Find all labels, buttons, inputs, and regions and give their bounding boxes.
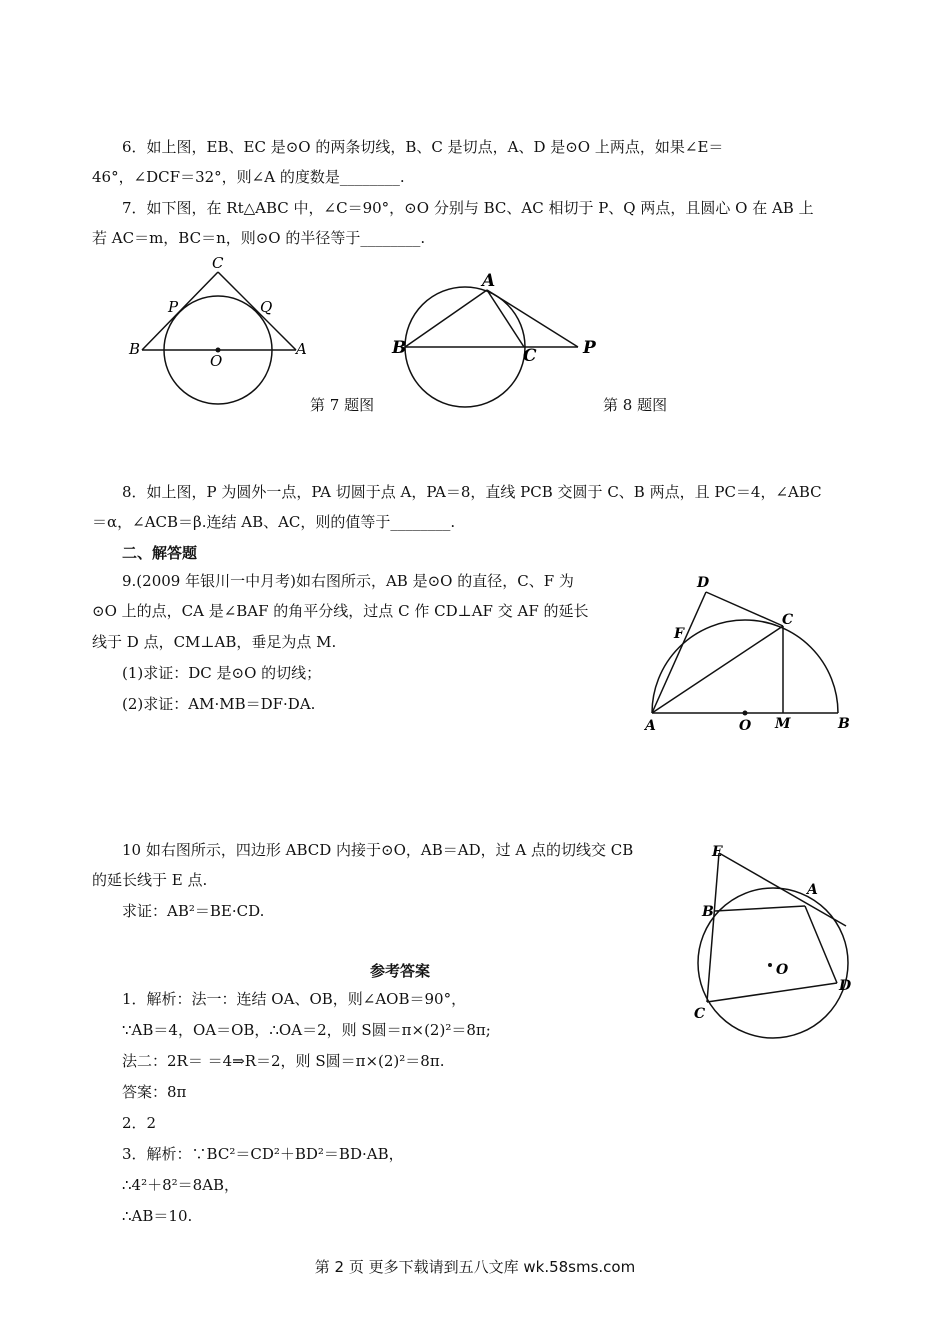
fig9-label-o: O bbox=[739, 718, 752, 734]
answer2: 2．2 bbox=[122, 1114, 157, 1132]
q8-line2: ＝α，∠ACB＝β.连结 AB、AC，则的值等于________. bbox=[92, 513, 456, 531]
fig8-label-p: P bbox=[583, 338, 596, 358]
figure-9 bbox=[640, 570, 860, 735]
fig8-label-c: C bbox=[523, 346, 537, 366]
answer3-line3: ∴AB＝10. bbox=[122, 1207, 193, 1225]
q8-line1: 8．如上图，P 为圆外一点，PA 切圆于点 A，PA＝8，直线 PCB 交圆于 C、B 两点，且 PC＝4，∠ABC bbox=[122, 483, 822, 501]
fig9-label-f: F bbox=[674, 626, 684, 642]
q10-proof: 求证：AB²＝BE·CD. bbox=[122, 902, 265, 920]
q7-line1: 7．如下图，在 Rt△ABC 中，∠C＝90°，⊙O 分别与 BC、AC 相切于 P、Q 两点，且圆心 O 在 AB 上 bbox=[122, 199, 814, 217]
q10-line1: 10 如右图所示，四边形 ABCD 内接于⊙O，AB＝AD，过 A 点的切线交 CB bbox=[122, 841, 634, 859]
q9-line2: ⊙O 上的点，CA 是∠BAF 的角平分线，过点 C 作 CD⊥AF 交 AF 的延长 bbox=[92, 602, 589, 620]
fig9-line-dc bbox=[706, 592, 783, 626]
fig10-tangent bbox=[719, 853, 846, 926]
answer1-line4: 答案：8π bbox=[122, 1083, 187, 1101]
fig8-line-ba bbox=[405, 290, 487, 347]
answer1-line3: 法二：2R＝ ＝4⇒R＝2，则 S圆＝π×(2)²＝8π. bbox=[122, 1052, 445, 1070]
q7-line2: 若 AC＝m，BC＝n，则⊙O 的半径等于________. bbox=[92, 229, 426, 247]
q9-line3: 线于 D 点，CM⊥AB，垂足为点 M. bbox=[92, 633, 337, 651]
q10-line2: 的延长线于 E 点. bbox=[92, 871, 208, 889]
fig7-label-b: B bbox=[129, 340, 141, 358]
q9-part1: (1)求证：DC 是⊙O 的切线； bbox=[122, 664, 322, 682]
fig9-label-b: B bbox=[838, 716, 850, 732]
figure-7 bbox=[120, 255, 320, 415]
fig10-label-a: A bbox=[807, 882, 818, 898]
fig10-center-dot bbox=[768, 963, 772, 967]
fig10-label-d: D bbox=[839, 978, 852, 994]
fig9-label-m: M bbox=[775, 716, 791, 732]
page-footer: 第 2 页 更多下载请到五八文库 wk.58sms.com bbox=[314, 1258, 636, 1276]
fig10-line-ec bbox=[707, 853, 719, 1002]
answer1-line2: ∵AB＝4，OA＝OB，∴OA＝2，则 S圆＝π×(2)²＝8π; bbox=[122, 1021, 491, 1039]
fig9-label-d: D bbox=[697, 575, 710, 591]
fig7-label-c: C bbox=[212, 254, 224, 272]
section-heading: 二、解答题 bbox=[122, 544, 198, 562]
fig8-caption: 第 8 题图 bbox=[603, 396, 668, 414]
fig10-label-b: B bbox=[702, 904, 714, 920]
q9-part2: (2)求证：AM·MB＝DF·DA. bbox=[122, 695, 316, 713]
fig9-label-c: C bbox=[782, 612, 794, 628]
answer1-line1: 1．解析：法一：连结 OA、OB，则∠AOB＝90°， bbox=[122, 990, 467, 1008]
fig7-side-bc bbox=[142, 272, 218, 350]
fig7-label-p: P bbox=[168, 298, 179, 316]
fig7-label-q: Q bbox=[260, 298, 273, 316]
fig8-label-a: A bbox=[482, 271, 496, 291]
fig9-label-a: A bbox=[645, 718, 656, 734]
figure-10 bbox=[690, 838, 860, 1028]
fig10-label-o: O bbox=[776, 962, 789, 978]
answer3-line2: ∴4²＋8²＝8AB， bbox=[122, 1176, 240, 1194]
fig7-side-ca bbox=[218, 272, 296, 350]
fig7-label-o: O bbox=[210, 352, 223, 370]
answers-title: 参考答案 bbox=[369, 962, 430, 980]
q6-line1: 6．如上图，EB、EC 是⊙O 的两条切线，B、C 是切点，A、D 是⊙O 上两点，如果∠E＝ bbox=[122, 138, 724, 156]
q6-line2: 46°，∠DCF＝32°，则∠A 的度数是________. bbox=[92, 168, 405, 186]
answer3-line1: 3．解析：∵BC²＝CD²＋BD²＝BD·AB， bbox=[122, 1145, 404, 1163]
fig7-caption: 第 7 题图 bbox=[310, 396, 375, 414]
fig8-line-ap bbox=[487, 290, 578, 347]
fig10-line-dc bbox=[707, 983, 837, 1002]
fig10-label-c: C bbox=[694, 1006, 706, 1022]
fig9-center-dot bbox=[743, 711, 748, 716]
figure-8 bbox=[390, 265, 610, 405]
fig8-label-b: B bbox=[392, 338, 407, 358]
fig7-label-a: A bbox=[296, 340, 307, 358]
fig10-line-ba bbox=[715, 906, 805, 911]
fig10-label-e: E bbox=[712, 844, 723, 860]
q9-line1: 9.(2009 年银川一中月考)如右图所示，AB 是⊙O 的直径，C、F 为 bbox=[122, 572, 574, 590]
